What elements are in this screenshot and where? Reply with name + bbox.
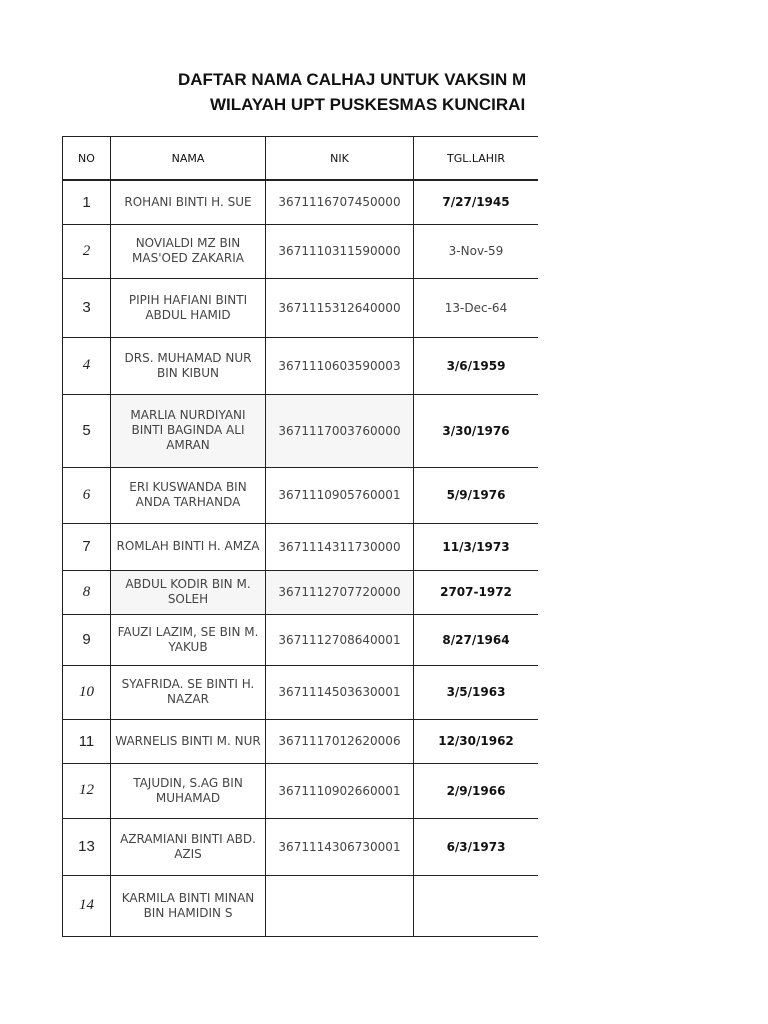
cell-nama: AZRAMIANI BINTI ABD. AZIS [111, 818, 266, 875]
cell-nik: 3671117012620006 [266, 719, 414, 763]
table-row [63, 467, 539, 523]
table-row [63, 614, 539, 665]
cell-nik: 3671114503630001 [266, 665, 414, 719]
cell-tgl-lahir: 8/27/1964 [414, 614, 539, 665]
table-row [63, 818, 539, 875]
cell-nik: 3671110311590000 [266, 224, 414, 278]
cell-nama: PIPIH HAFIANI BINTI ABDUL HAMID [111, 278, 266, 337]
cell-nama: ROMLAH BINTI H. AMZA [111, 523, 266, 570]
cell-no: 14 [63, 875, 111, 936]
header-nik: NIK [266, 137, 414, 181]
cell-tgl-lahir [414, 875, 539, 936]
cell-tgl-lahir: 7/27/1945 [414, 180, 539, 224]
cell-no: 7 [63, 523, 111, 570]
cell-nik: 3671110603590003 [266, 337, 414, 394]
cell-nik: 3671115312640000 [266, 278, 414, 337]
cell-nama: ROHANI BINTI H. SUE [111, 180, 266, 224]
cell-no: 1 [63, 180, 111, 224]
cell-nama: DRS. MUHAMAD NUR BIN KIBUN [111, 337, 266, 394]
document-title-line-2: WILAYAH UPT PUSKESMAS KUNCIRAI [210, 95, 526, 114]
cell-nama: MARLIA NURDIYANI BINTI BAGINDA ALI AMRAN [111, 394, 266, 467]
table-row [63, 278, 539, 337]
cell-tgl-lahir: 3/30/1976 [414, 394, 539, 467]
cell-no: 3 [63, 278, 111, 337]
cell-nama: ABDUL KODIR BIN M. SOLEH [111, 570, 266, 614]
cell-tgl-lahir: 3/5/1963 [414, 665, 539, 719]
cell-nik: 3671110905760001 [266, 467, 414, 523]
table-row [63, 875, 539, 936]
table-row [63, 224, 539, 278]
cell-nik [266, 875, 414, 936]
header-nama: NAMA [111, 137, 266, 181]
cell-nik: 3671117003760000 [266, 394, 414, 467]
cell-no: 11 [63, 719, 111, 763]
table-row [63, 763, 539, 818]
cell-nik: 3671112708640001 [266, 614, 414, 665]
cell-no: 8 [63, 570, 111, 614]
cell-nama: ERI KUSWANDA BIN ANDA TARHANDA [111, 467, 266, 523]
table-row [63, 665, 539, 719]
cell-no: 13 [63, 818, 111, 875]
header-tgl-lahir: TGL.LAHIR [414, 137, 539, 181]
cell-nik: 3671112707720000 [266, 570, 414, 614]
cell-tgl-lahir: 12/30/1962 [414, 719, 539, 763]
cell-no: 4 [63, 337, 111, 394]
calhaj-table-container [62, 136, 538, 937]
table-row [63, 337, 539, 394]
cell-no: 6 [63, 467, 111, 523]
cell-nik: 3671114311730000 [266, 523, 414, 570]
cell-nama: KARMILA BINTI MINAN BIN HAMIDIN S [111, 875, 266, 936]
cell-tgl-lahir: 5/9/1976 [414, 467, 539, 523]
cell-no: 9 [63, 614, 111, 665]
cell-no: 12 [63, 763, 111, 818]
cell-no: 10 [63, 665, 111, 719]
cell-nik: 3671116707450000 [266, 180, 414, 224]
cell-nik: 3671110902660001 [266, 763, 414, 818]
cell-tgl-lahir: 2707-1972 [414, 570, 539, 614]
cell-nama: WARNELIS BINTI M. NUR [111, 719, 266, 763]
cell-tgl-lahir: 3-Nov-59 [414, 224, 539, 278]
cell-tgl-lahir: 6/3/1973 [414, 818, 539, 875]
cell-tgl-lahir: 11/3/1973 [414, 523, 539, 570]
table-row [63, 719, 539, 763]
table-row [63, 570, 539, 614]
cell-nama: NOVIALDI MZ BIN MAS'OED ZAKARIA [111, 224, 266, 278]
table-row [63, 394, 539, 467]
cell-tgl-lahir: 13-Dec-64 [414, 278, 539, 337]
document-title-line-1: DAFTAR NAMA CALHAJ UNTUK VAKSIN M [178, 70, 527, 89]
cell-nama: SYAFRIDA. SE BINTI H. NAZAR [111, 665, 266, 719]
table-row [63, 523, 539, 570]
cell-nama: FAUZI LAZIM, SE BIN M. YAKUB [111, 614, 266, 665]
cell-tgl-lahir: 3/6/1959 [414, 337, 539, 394]
cell-tgl-lahir: 2/9/1966 [414, 763, 539, 818]
cell-no: 2 [63, 224, 111, 278]
cell-nik: 3671114306730001 [266, 818, 414, 875]
table-header-row [63, 137, 539, 181]
cell-nama: TAJUDIN, S.AG BIN MUHAMAD [111, 763, 266, 818]
cell-no: 5 [63, 394, 111, 467]
table-row [63, 180, 539, 224]
header-no: NO [63, 137, 111, 181]
calhaj-table [62, 136, 538, 937]
